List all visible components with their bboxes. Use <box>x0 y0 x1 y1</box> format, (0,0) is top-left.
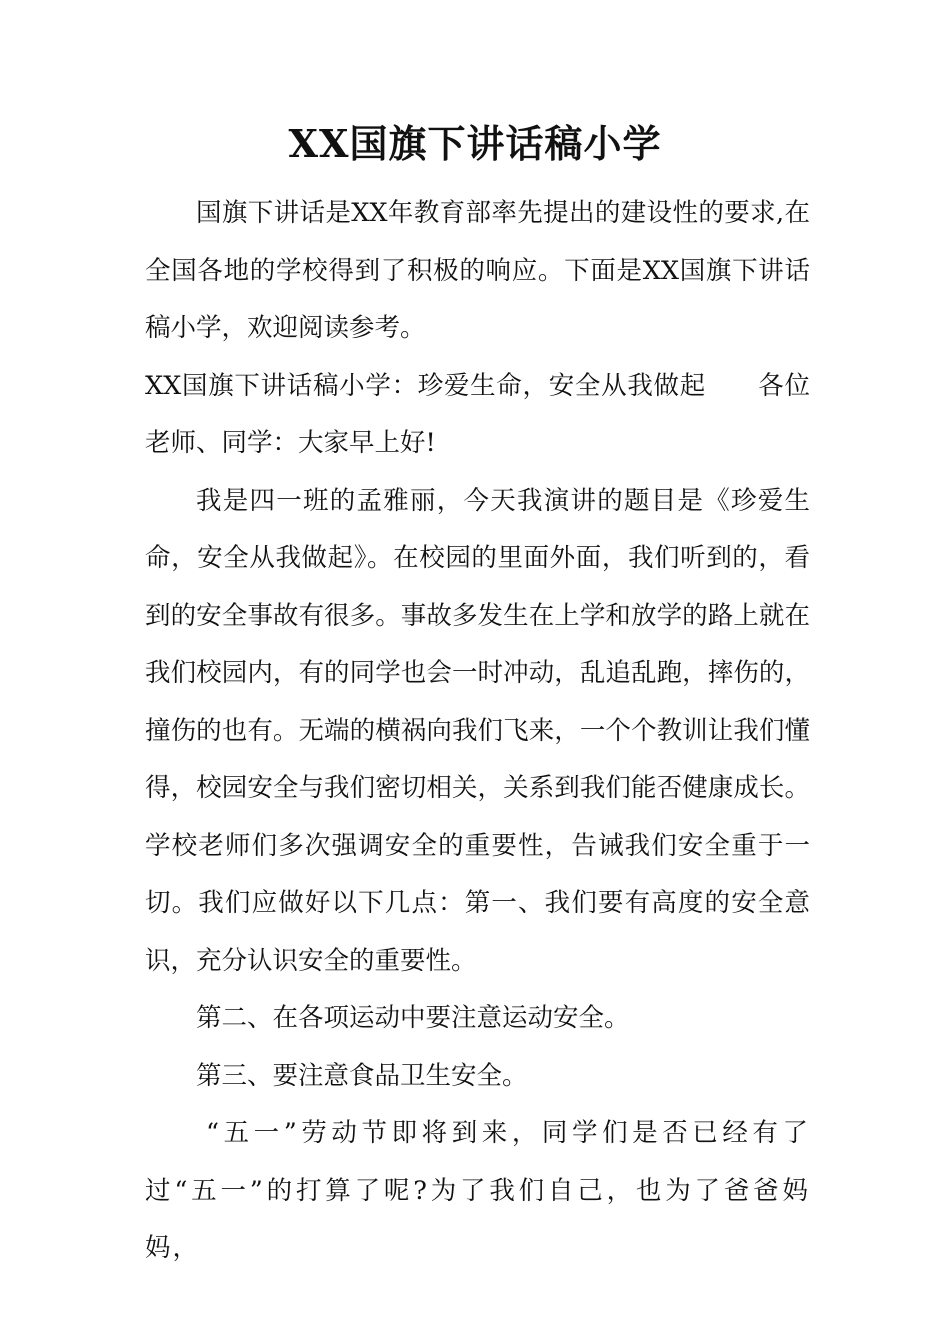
may-day-paragraph: “五一”劳动节即将到来，同学们是否已经有了过“五一”的打算了呢?为了我们自己，也为了爸爸妈妈， <box>145 1118 810 1263</box>
document-body <box>145 185 810 1278</box>
intro-paragraph: 国旗下讲话是XX年教育部率先提出的建设性的要求,在全国各地的学校得到了积极的响应。下面是XX国旗下讲话稿小学，欢迎阅读参考。 <box>145 198 810 343</box>
document-title: XX国旗下讲话稿小学 <box>288 121 662 166</box>
point-three-paragraph: 第三、要注意食品卫生安全。 <box>196 1060 528 1091</box>
speech-heading-paragraph: XX国旗下讲话稿小学：珍爱生命，安全从我做起 各位老师、同学：大家早上好! <box>145 370 810 458</box>
point-two-paragraph: 第二、在各项运动中要注意运动安全。 <box>196 1003 630 1033</box>
speech-main-paragraph: 我是四一班的孟雅丽，今天我演讲的题目是《珍爱生命，安全从我做起》。在校园的里面外面，我们听到的，看到的安全事故有很多。事故多发生在上学和放学的路上就在我们校园内，有的同学也会一时冲动，乱追乱跑，摔伤的，撞伤的也有。无端的横祸向我们飞来，一个个教训让我们懂得，校园安全与我们密切相关，关系到我们能否健康成长。学校老师们多次强调安全的重要性，告诫我们安全重于一切。我们应做好以下几点：第一、我们要有高度的安全意识，充分认识安全的重要性。 <box>145 485 810 976</box>
